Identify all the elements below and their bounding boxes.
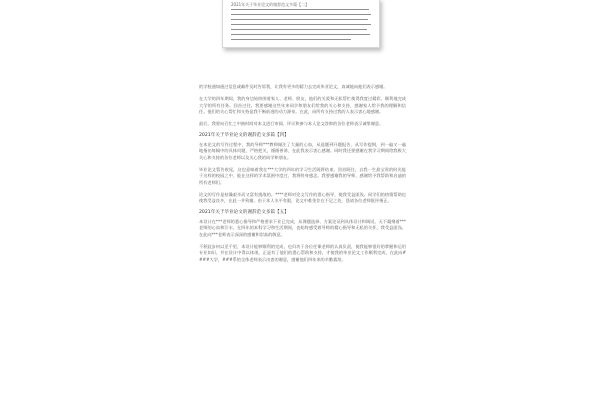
paragraph: 本设计在***老师的悉心指导和严格要求下业已完成，从课题选择、方案论证到具体设计和调试，无不凝聚着***老师的心血和汗水，在四年的本科学习和生活期间，也始终感受着导师的精心指导和无私的关怀，我受益匪浅。在此向***老师表示深深的感谢和崇高的敬意。	[199, 219, 406, 237]
thumbnail-title: 2021年关于毕业论文的谢辞范文多篇【二】	[231, 2, 310, 7]
thumbnail-text-line	[231, 14, 371, 15]
paragraph: 论文的写作是枯燥艰辛而又富有挑战的。****老师对论文写作的悉心指导，使我受益匪浅。同学们的热情帮助也使我受益良多，在此一并致谢。由于本人水平有限，论文中难免存在不足之处，恳请各位老师批评指正。	[199, 191, 406, 204]
section-4	[199, 133, 406, 204]
paragraph: 不积跬步何以至千里，本设计能够顺利的完成，也归功于各位任课老师的认真负责，使我能够很好的掌握和运用专业知识，并在设计中得以体现。正是有了他们的悉心帮助和支持，才使我的毕业论文工作顺利完成，在此向####大学，###系的全体老师表示由衷的谢意，感谢他们四年来的辛勤栽培。	[199, 243, 406, 262]
thumbnail-text-line	[231, 29, 367, 30]
paragraph: 在大学的四年期间，我的身边始终围着家人、老师、朋友，他们的关爱和无私帮忙使得我度过精彩、顺利地完成大学的所有任务。回首过往，我要感谢这些年来同学和朋友们给我的关心和支持，感谢家人给予我的理解和信任。他们的关心帮忙和支持是我不断前进的动力源泉。在此，向所有支持过我的人表示衷心地感谢。	[199, 96, 406, 114]
paragraph: 的学校通知通过信息或邮件及时告诉我，让我有更多的精力去完成毕业论文，真诚地向他们表示感谢。	[199, 84, 388, 89]
document-body	[199, 84, 406, 269]
page-thumbnail[interactable]	[222, 0, 380, 48]
paragraph: 最后，我要向百忙之中抽时间对本文进行审阅、评议和参与本人论文答辩的各位老师表示诚挚谢意。	[199, 121, 384, 127]
paragraph: 毕业论文暂告收尾，这也意味着我在***大学的四年的学习生活既将结束。回首既往，自我一生最宝贵的时光能于这样的校园之中，能在这样的学术氛围中度过，我将终身感念。我要感谢我的导师，感谢给予我帮助和启迪的所有老师们。	[199, 166, 406, 185]
thumbnail-text-line	[231, 19, 368, 20]
thumbnail-text-line	[231, 24, 371, 25]
section-heading: 2021年关于毕业论文的谢辞范文多篇【四】	[199, 133, 289, 139]
thumbnail-text-line	[231, 34, 370, 35]
paragraph: 在本论文的写作过程中，我的导师***教师倾注了大量的心血，从选题到开题报告，从写作提纲，到一遍又一遍地指出每稿中的具体问题，严格把关，循循善诱，在此我表示衷心感谢。同时我还要感谢在我学习期间给我极大关心和支持的各位老师以及关心我的同学和朋友。	[199, 142, 406, 160]
section-heading: 2021年关于毕业论文的谢辞范文多篇【五】	[199, 210, 289, 216]
thumbnail-text-line	[231, 39, 351, 40]
thumbnail-text-line	[231, 9, 369, 10]
section-5	[199, 210, 406, 262]
section-continuation	[199, 84, 406, 127]
